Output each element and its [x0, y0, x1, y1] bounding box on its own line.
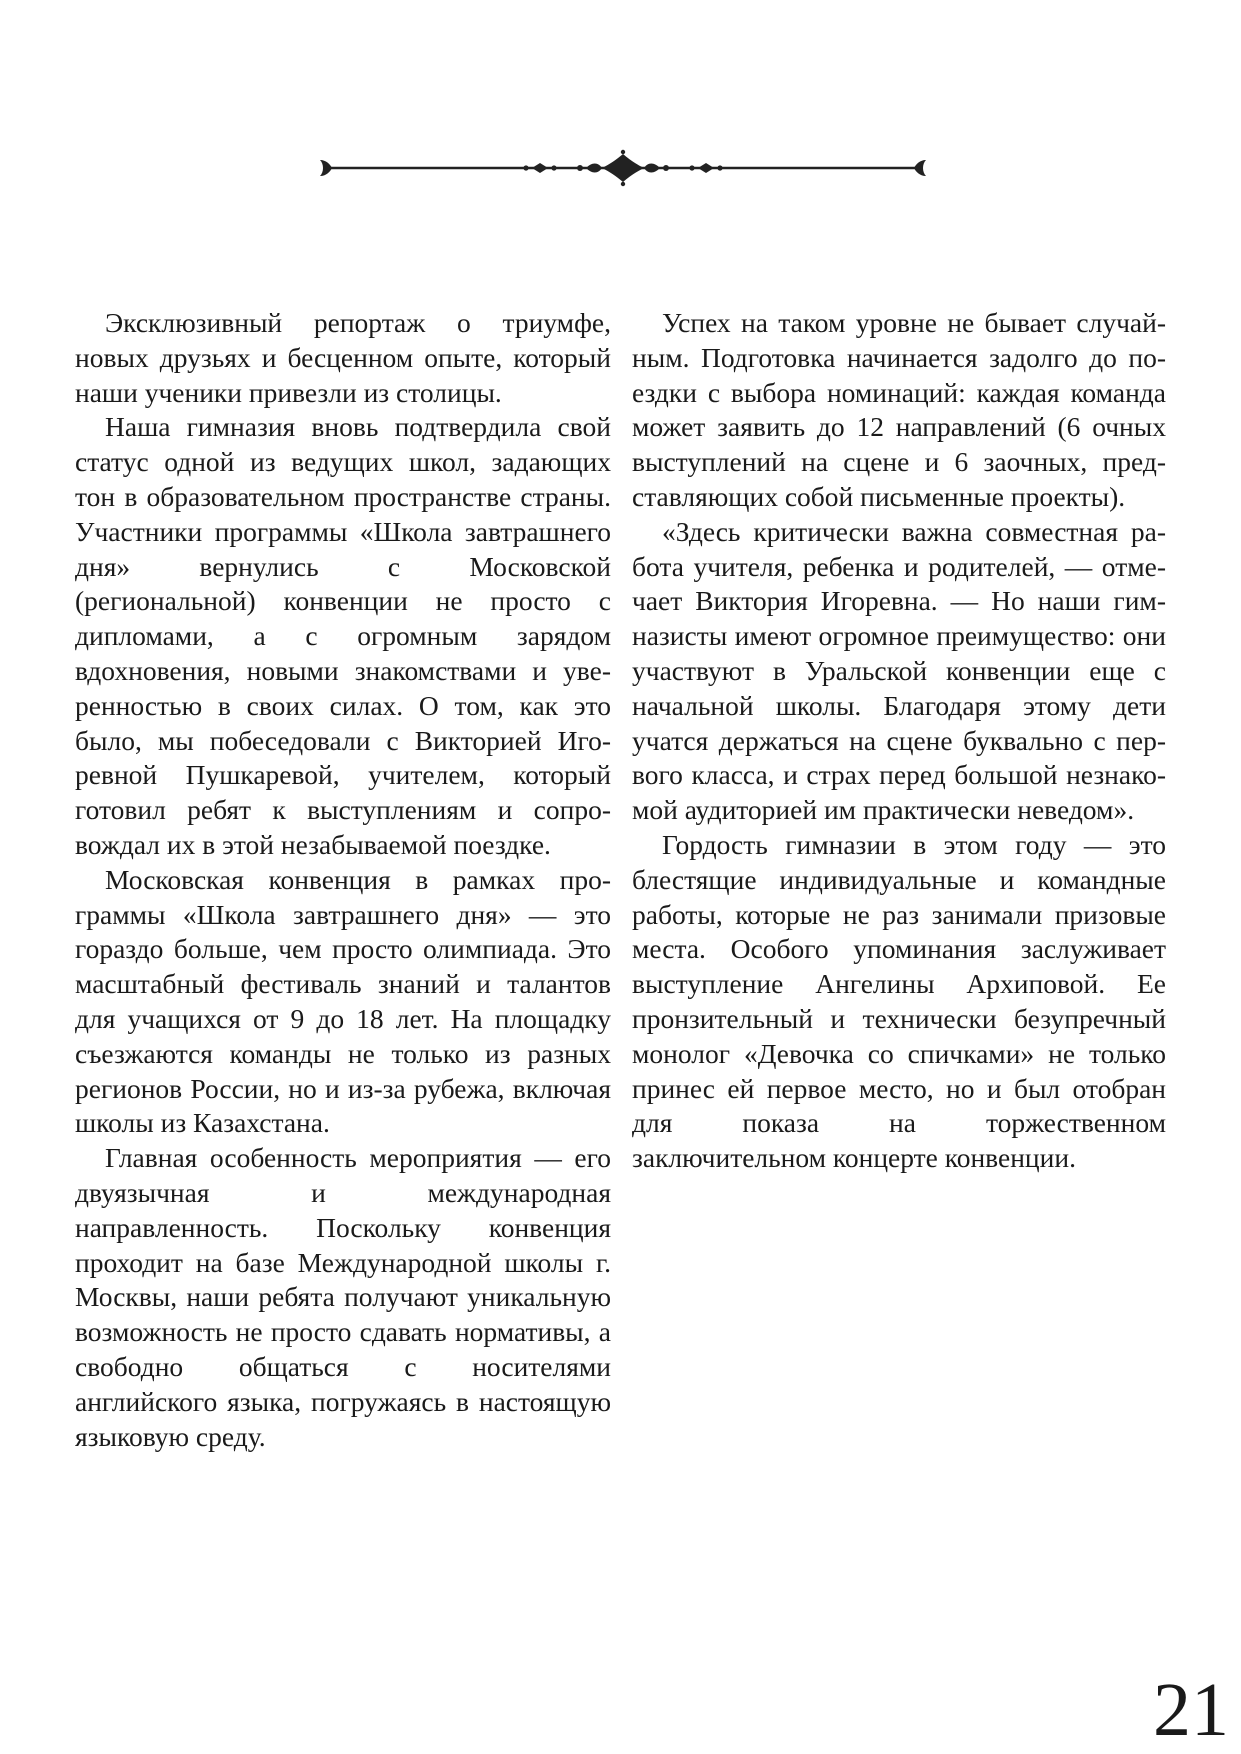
page-number: 21	[1153, 1668, 1229, 1752]
article-paragraph: Главная особенность мероприятия — его двуязычная и международная направленность. Поскольку конвенция проходит на базе Международной школы г. Москвы, наши ребята получают уникальную возможность не просто сдавать нормативы, а свободно общаться с носителями английского языка, погружаясь в настоящую языковую среду.	[75, 1142, 611, 1452]
article-paragraph: Наша гимназия вновь подтвердила свой статус одной из ведущих школ, задающих тон в образовательном пространстве страны. Участники программы «Школа завтрашнего дня» вернулись с Московской (региональной) конвенции не просто с дипломами, а с огромным зарядом вдохновения, новыми знакомствами и уверенностью в своих силах. О том, как это было, мы побеседовали с Викторией Игоревной Пушкаревой, учителем, который готовил ребят к выступлениям и сопровождал их в этой незабываемой поездке.	[75, 411, 611, 860]
article-right-column	[632, 306, 1166, 1176]
decorative-divider-icon	[318, 148, 928, 188]
article-paragraph: «Здесь критически важна совместная работа учителя, ребенка и родителей, — отмечает Виктория Игоревна. — Но наши гимназисты имеют огромное преимущество: они участвуют в Уральской конвенции еще с начальной школы. Благодаря этому дети учатся держаться на сцене буквально с первого класса, и страх перед большой незнакомой аудиторией им практически неведом».	[632, 515, 1166, 826]
article-paragraph: Эксклюзивный репортаж о триумфе, новых друзьях и бесценном опыте, который наши ученики привезли из столицы.	[75, 307, 611, 408]
article-paragraph: Гордость гимназии в этом году — это блестящие индивидуальные и командные работы, которые не раз занимали призовые места. Особого упоминания заслуживает выступление Ангелины Архиповой. Ее пронзительный и технически безупречный монолог «Девочка со спичками» не только принес ей первое место, но и был отобран для показа на торжественном заключительном концерте конвенции.	[632, 828, 1166, 1174]
article-paragraph: Успех на таком уровне не бывает случайным. Подготовка начинается задолго до поездки с выбора номинаций: каждая команда может заявить до 12 направлений (6 очных выступлений на сцене и 6 заочных, представляющих собой письменные проекты).	[632, 307, 1166, 512]
article-left-column	[75, 306, 611, 1454]
article-paragraph: Московская конвенция в рамках программы «Школа завтрашнего дня» — это гораздо больше, чем просто олимпиада. Это масштабный фестиваль знаний и талантов для учащихся от 9 до 18 лет. На площадку съезжаются команды не только из разных регионов России, но и из-за рубежа, включая школы из Казахстана.	[75, 863, 611, 1139]
